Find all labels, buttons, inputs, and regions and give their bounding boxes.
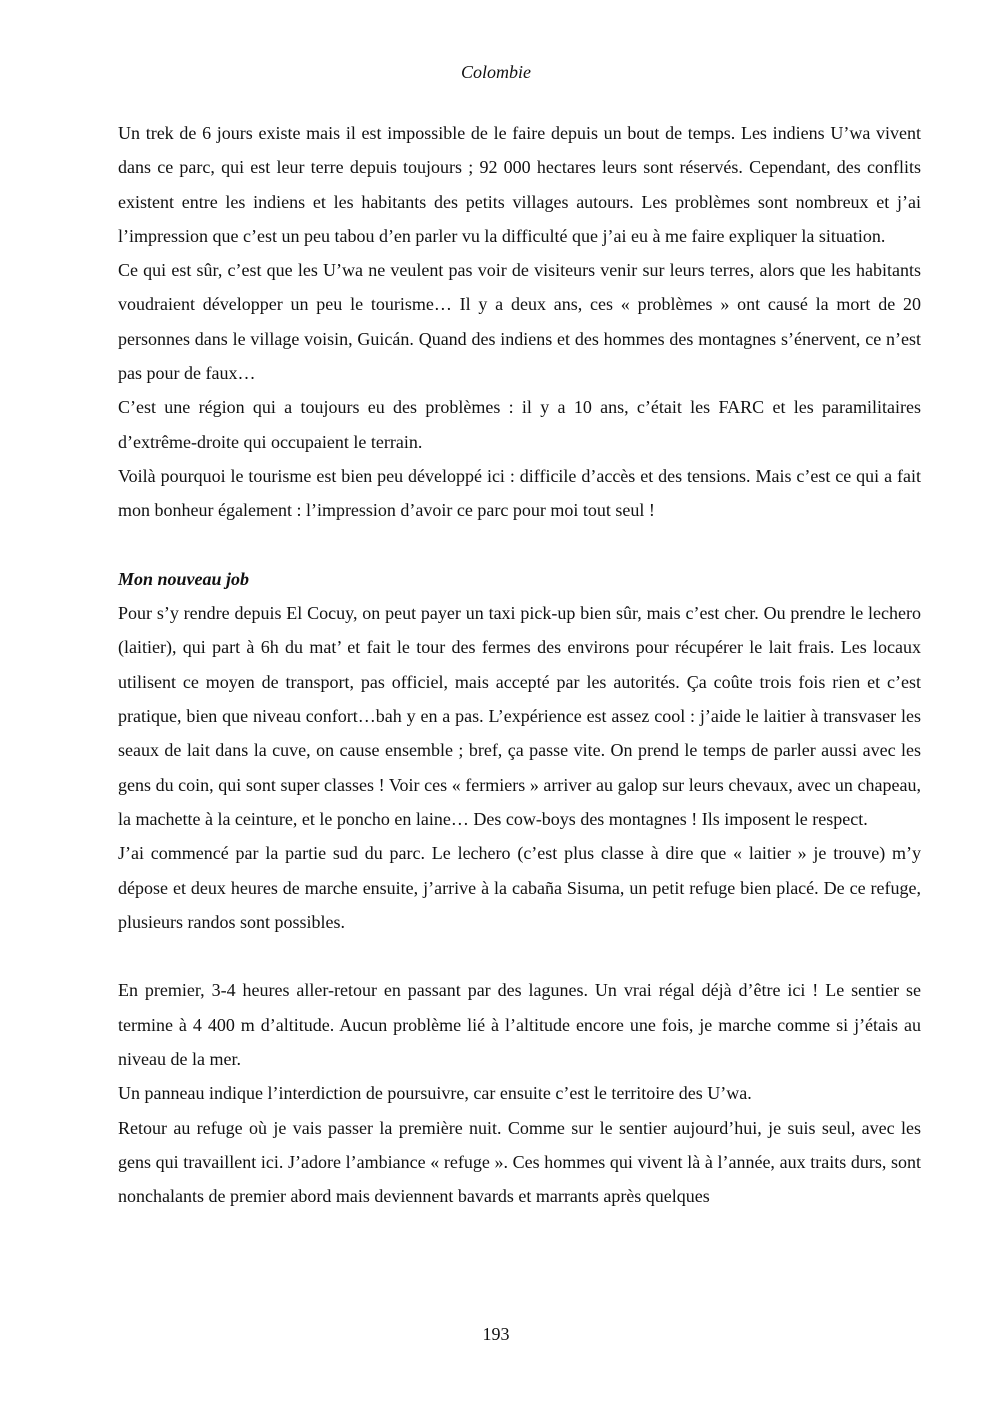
paragraph-region-history: C’est une région qui a toujours eu des problèmes : il y a 10 ans, c’était les FARC et les paramilitaires d’extrême-droite qui occupaient le terrain. (118, 397, 921, 452)
running-header: Colombie (461, 62, 531, 82)
section-heading: Mon nouveau job (118, 568, 250, 589)
paragraph-south-park: J’ai commencé par la partie sud du parc. Le lechero (c’est plus classe à dire que « laitier » je trouve) m’y dépose et deux heures de marche ensuite, j’arrive à la cabaña Sisuma, un petit refuge bien placé. De ce refuge, plusieurs randos sont possibles. (118, 843, 921, 932)
paragraph-sign: Un panneau indique l’interdiction de poursuivre, car ensuite c’est le territoire des U’wa. (118, 1083, 752, 1104)
page-number: 193 (482, 1324, 510, 1344)
paragraph-lagunes-hike: En premier, 3-4 heures aller-retour en passant par des lagunes. Un vrai régal déjà d’être ici ! Le sentier se termine à 4 400 m d’altitude. Aucun problème lié à l’altitude encore une fois, je marche comme si j’étais au niveau de la mer. (118, 980, 921, 1070)
paragraph-visitors-conflict: Ce qui est sûr, c’est que les U’wa ne veulent pas voir de visiteurs venir sur leurs terres, alors que les habitants voudraient développer un peu le tourisme… Il y a deux ans, ces « problèmes » ont causé la mort de 20 personnes dans le village voisin, Guicán. Quand des indiens et des hommes des montagnes s’énervent, ce n’est pas pour de faux… (118, 260, 921, 384)
blank-line (118, 939, 921, 973)
paragraph-uwa-trek: Un trek de 6 jours existe mais il est impossible de le faire depuis un bout de temps. Les indiens U’wa vivent dans ce parc, qui est leur terre depuis toujours ; 92 000 hectares leurs sont réservés. Cependant, des conflits existent entre les indiens et les habitants des petits villages autours. Les problèmes sont nombreux et j’ai l’impression que c’est un peu tabou d’en parler vu la difficulté que j’ai eu à me faire expliquer la situation. (118, 123, 921, 246)
paragraph-lechero: Pour s’y rendre depuis El Cocuy, on peut payer un taxi pick-up bien sûr, mais c’est cher. Ou prendre le lechero (laitier), qui part à 6h du mat’ et fait le tour des fermes des environs pour récupérer le lait frais. Les locaux utilisent ce moyen de transport, pas officiel, mais accepté par les autorités. Ça coûte trois fois rien et c’est pratique, bien que niveau confort…bah y en a pas. L’expérience est assez cool : j’aide le laitier à transvaser les seaux de lait dans la cuve, on cause ensemble ; bref, ça passe vite. On prend le temps de parler aussi avec les gens du coin, qui sont super classes ! Voir ces « fermiers » arriver au galop sur leurs chevaux, avec un chapeau, la machette à la ceinture, et le poncho en laine… Des cow-boys des montagnes ! Ils imposent le respect. (118, 603, 921, 829)
blank-line (118, 528, 921, 562)
paragraph-refuge-night: Retour au refuge où je vais passer la première nuit. Comme sur le sentier aujourd’hui, je suis seul, avec les gens qui travaillent ici. J’adore l’ambiance « refuge ». Ces hommes qui vivent là à l’année, aux traits durs, sont nonchalants de premier abord mais deviennent bavards et marrants après quelques (118, 1117, 921, 1207)
page-body (118, 116, 921, 1214)
paragraph-tourism: Voilà pourquoi le tourisme est bien peu développé ici : difficile d’accès et des tensions. Mais c’est ce qui a fait mon bonheur également : l’impression d’avoir ce parc pour moi tout seul ! (118, 465, 921, 521)
